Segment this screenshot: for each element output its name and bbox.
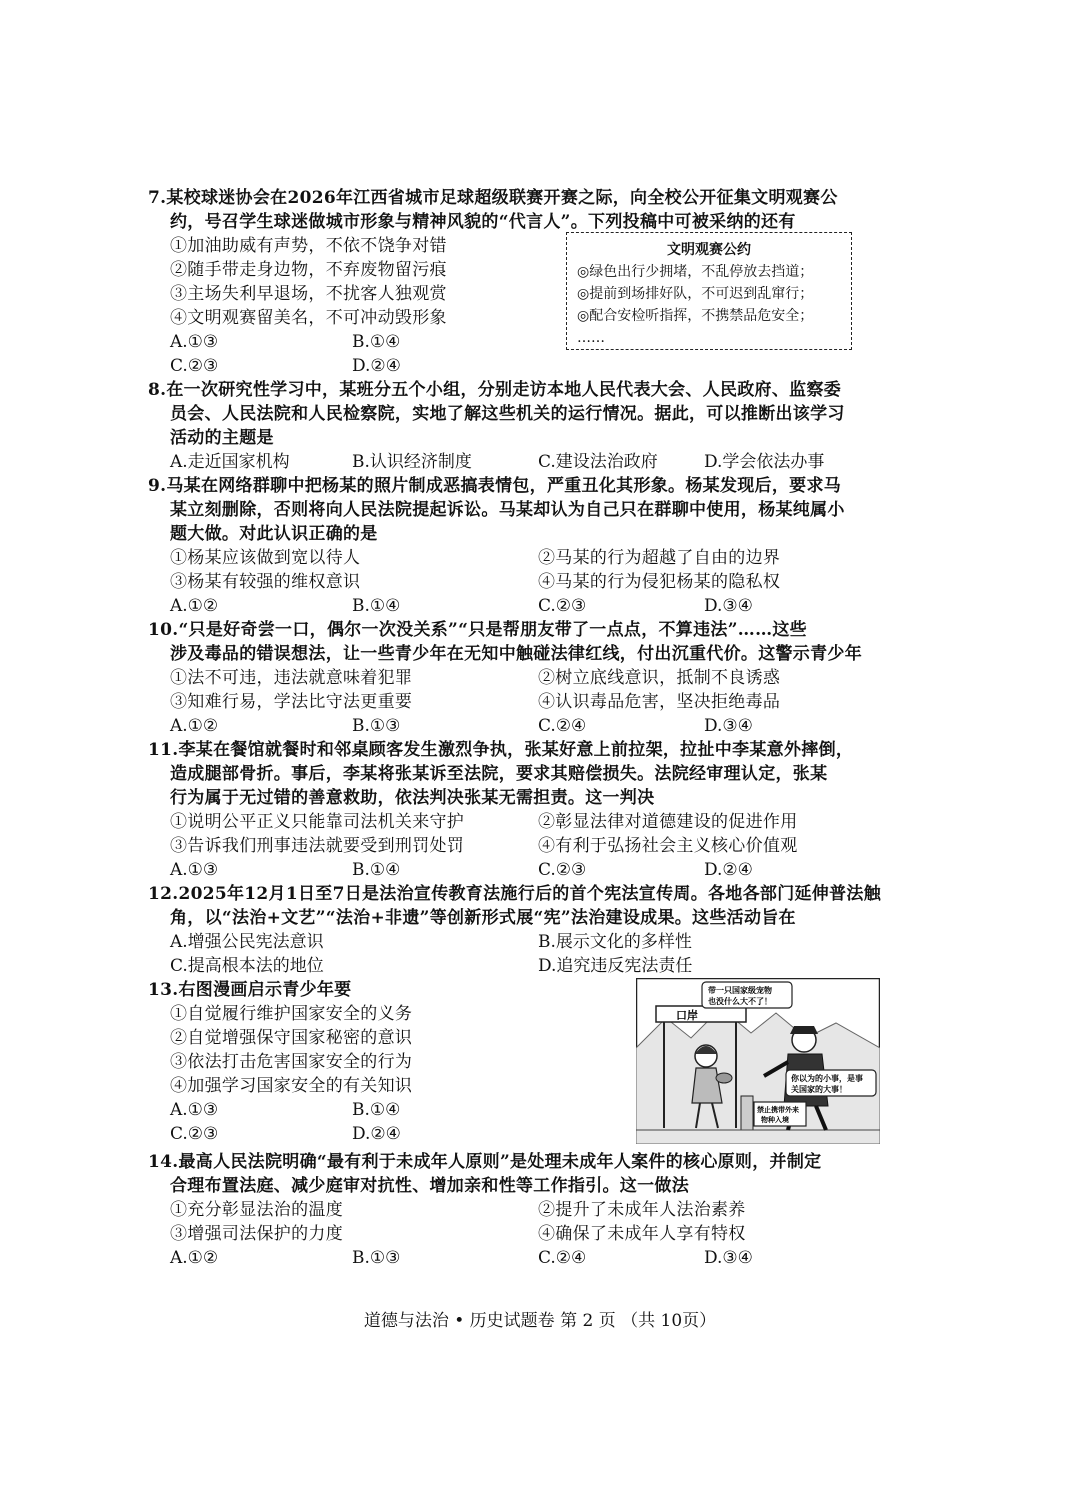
q7-option-d: D.②④: [352, 356, 401, 376]
q9-item-4: ④马某的行为侵犯杨某的隐私权: [538, 572, 781, 592]
q8-option-c: C.建设法治政府: [538, 452, 658, 472]
q10-item-2: ②树立底线意识，抵制不良诱惑: [538, 668, 781, 688]
q11-item-2: ②彰显法律对道德建设的促进作用: [538, 812, 798, 832]
q10-item-3: ③知难行易，学法比守法更重要: [170, 692, 413, 712]
q10-option-c: C.②④: [538, 716, 587, 736]
q7-stem-line2: 约，号召学生球迷做城市形象与精神风貌的“代言人”。下列投稿中可被采纳的还有: [170, 212, 796, 232]
q11-item-1: ①说明公平正义只能靠司法机关来守护: [170, 812, 465, 832]
civility-pact-line-4: ……: [577, 330, 605, 346]
q7-option-c: C.②③: [170, 356, 219, 376]
civility-pact-line-3: ◎配合安检听指挥，不携禁品危安全；: [577, 308, 814, 324]
civility-pact-line-2: ◎提前到场排好队，不可迟到乱窜行；: [577, 286, 814, 302]
q14-item-2: ②提升了未成年人法治素养: [538, 1200, 746, 1220]
cartoon-sign-line1: 禁止携带外来: [757, 1106, 799, 1114]
q11-item-3: ③告诉我们刑事违法就要受到刑罚处罚: [170, 836, 465, 856]
q14-option-d: D.③④: [704, 1248, 753, 1268]
q8-stem-line1: 8.在一次研究性学习中，某班分五个小组，分别走访本地人民代表大会、人民政府、监察委: [148, 380, 842, 400]
q13-option-d: D.②④: [352, 1124, 401, 1144]
q10-item-4: ④认识毒品危害，坚决拒绝毒品: [538, 692, 781, 712]
q10-option-a: A.①②: [170, 716, 219, 736]
q7-option-b: B.①④: [352, 332, 401, 352]
q11-stem-line3: 行为属于无过错的善意救助，依法判决张某无需担责。这一判决: [170, 788, 655, 808]
q7-option-a: A.①③: [170, 332, 219, 352]
q13-item-1: ①自觉履行维护国家安全的义务: [170, 1004, 413, 1024]
civility-pact-line-1: ◎绿色出行少拥堵，不乱停放去挡道；: [577, 264, 814, 280]
page-footer: 道德与法治 • 历史试题卷 第 2 页 （共 10页）: [363, 1311, 717, 1331]
q13-item-4: ④加强学习国家安全的有关知识: [170, 1076, 413, 1096]
q11-item-4: ④有利于弘扬社会主义核心价值观: [538, 836, 798, 856]
q14-stem-line2: 合理布置法庭、减少庭审对抗性、增加亲和性等工作指引。这一做法: [170, 1176, 689, 1196]
q9-stem-line3: 题大做。对此认识正确的是: [170, 524, 378, 544]
q12-stem-line1: 12.2025年12月1日至7日是法治宣传教育法施行后的首个宪法宣传周。各地各部门延伸普法触: [148, 884, 882, 904]
cartoon-kouan-label: 口岸: [676, 1009, 698, 1022]
q8-option-a: A.走近国家机构: [170, 452, 290, 472]
q10-stem-line1: 10.“只是好奇尝一口，偶尔一次没关系”“只是帮朋友带了一点点，不算违法”……这些: [148, 620, 807, 640]
q11-stem-line2: 造成腿部骨折。事后，李某将张某诉至法院，要求其赔偿损失。法院经审理认定，张某: [170, 764, 828, 784]
customs-cartoon: [636, 978, 880, 1144]
q12-option-b: B.展示文化的多样性: [538, 932, 692, 952]
q9-option-b: B.①④: [352, 596, 401, 616]
q9-option-d: D.③④: [704, 596, 753, 616]
q14-option-b: B.①③: [352, 1248, 401, 1268]
q13-option-a: A.①③: [170, 1100, 219, 1120]
q12-option-d: D.追究违反宪法责任: [538, 956, 693, 976]
q13-stem: 13.右图漫画启示青少年要: [148, 980, 352, 1000]
q10-option-d: D.③④: [704, 716, 753, 736]
q14-option-a: A.①②: [170, 1248, 219, 1268]
q13-item-3: ③依法打击危害国家安全的行为: [170, 1052, 413, 1072]
q14-item-3: ③增强司法保护的力度: [170, 1224, 343, 1244]
civility-pact-title: 文明观赛公约: [667, 242, 751, 258]
q11-option-d: D.②④: [704, 860, 753, 880]
q8-option-b: B.认识经济制度: [352, 452, 472, 472]
q9-item-1: ①杨某应该做到宽以待人: [170, 548, 361, 568]
q11-option-c: C.②③: [538, 860, 587, 880]
q13-option-c: C.②③: [170, 1124, 219, 1144]
q9-item-3: ③杨某有较强的维权意识: [170, 572, 361, 592]
cartoon-bubble-girl-line2: 也没什么大不了！: [708, 997, 772, 1006]
q9-stem-line2: 某立刻删除，否则将向人民法院提起诉讼。马某却认为自己只在群聊中使用，杨某纯属小: [170, 500, 845, 520]
q11-option-b: B.①④: [352, 860, 401, 880]
q11-stem-line1: 11.李某在餐馆就餐时和邻桌顾客发生激烈争执，张某好意上前拉架，拉扯中李某意外摔倒，: [148, 740, 854, 760]
q10-stem-line2: 涉及毒品的错误想法，让一些青少年在无知中触碰法律红线，付出沉重代价。这警示青少年: [170, 644, 862, 664]
q14-stem-line1: 14.最高人民法院明确“最有利于未成年人原则”是处理未成年人案件的核心原则，并制定: [148, 1152, 822, 1172]
q13-option-b: B.①④: [352, 1100, 401, 1120]
q14-item-1: ①充分彰显法治的温度: [170, 1200, 343, 1220]
cartoon-bubble-officer-line1: 你以为的小事，是事: [791, 1074, 863, 1083]
q13-item-2: ②自觉增强保守国家秘密的意识: [170, 1028, 413, 1048]
q14-option-c: C.②④: [538, 1248, 587, 1268]
q12-option-a: A.增强公民宪法意识: [170, 932, 324, 952]
q14-item-4: ④确保了未成年人享有特权: [538, 1224, 746, 1244]
q9-item-2: ②马某的行为超越了自由的边界: [538, 548, 781, 568]
q11-option-a: A.①③: [170, 860, 219, 880]
q12-option-c: C.提高根本法的地位: [170, 956, 324, 976]
q7-item-1: ①加油助威有声势，不依不饶争对错: [170, 236, 447, 256]
q8-stem-line3: 活动的主题是: [170, 428, 274, 448]
q8-option-d: D.学会依法办事: [704, 452, 825, 472]
q9-stem-line1: 9.马某在网络群聊中把杨某的照片制成恶搞表情包，严重丑化其形象。杨某发现后，要求马: [148, 476, 842, 496]
q7-stem-line1: 7.某校球迷协会在2026年江西省城市足球超级联赛开赛之际，向全校公开征集文明观赛公: [148, 188, 838, 208]
q8-stem-line2: 员会、人民法院和人民检察院，实地了解这些机关的运行情况。据此，可以推断出该学习: [170, 404, 845, 424]
q10-item-1: ①法不可违，违法就意味着犯罪: [170, 668, 413, 688]
cartoon-sign-line2: 物种入境: [761, 1116, 789, 1124]
q7-item-2: ②随手带走身边物，不弃废物留污痕: [170, 260, 447, 280]
q7-item-3: ③主场失利早退场，不扰客人独观赏: [170, 284, 447, 304]
q10-option-b: B.①③: [352, 716, 401, 736]
q9-option-c: C.②③: [538, 596, 587, 616]
q9-option-a: A.①②: [170, 596, 219, 616]
civility-pact-box: [566, 232, 852, 350]
cartoon-bubble-girl-line1: 带一只国家级宠物: [708, 986, 772, 995]
q7-item-4: ④文明观赛留美名，不可冲动毁形象: [170, 308, 447, 328]
cartoon-bubble-officer-line2: 关国家的大事！: [791, 1085, 847, 1094]
q12-stem-line2: 角，以“法治+文艺”“法治+非遗”等创新形式展“宪”法治建设成果。这些活动旨在: [170, 908, 796, 928]
